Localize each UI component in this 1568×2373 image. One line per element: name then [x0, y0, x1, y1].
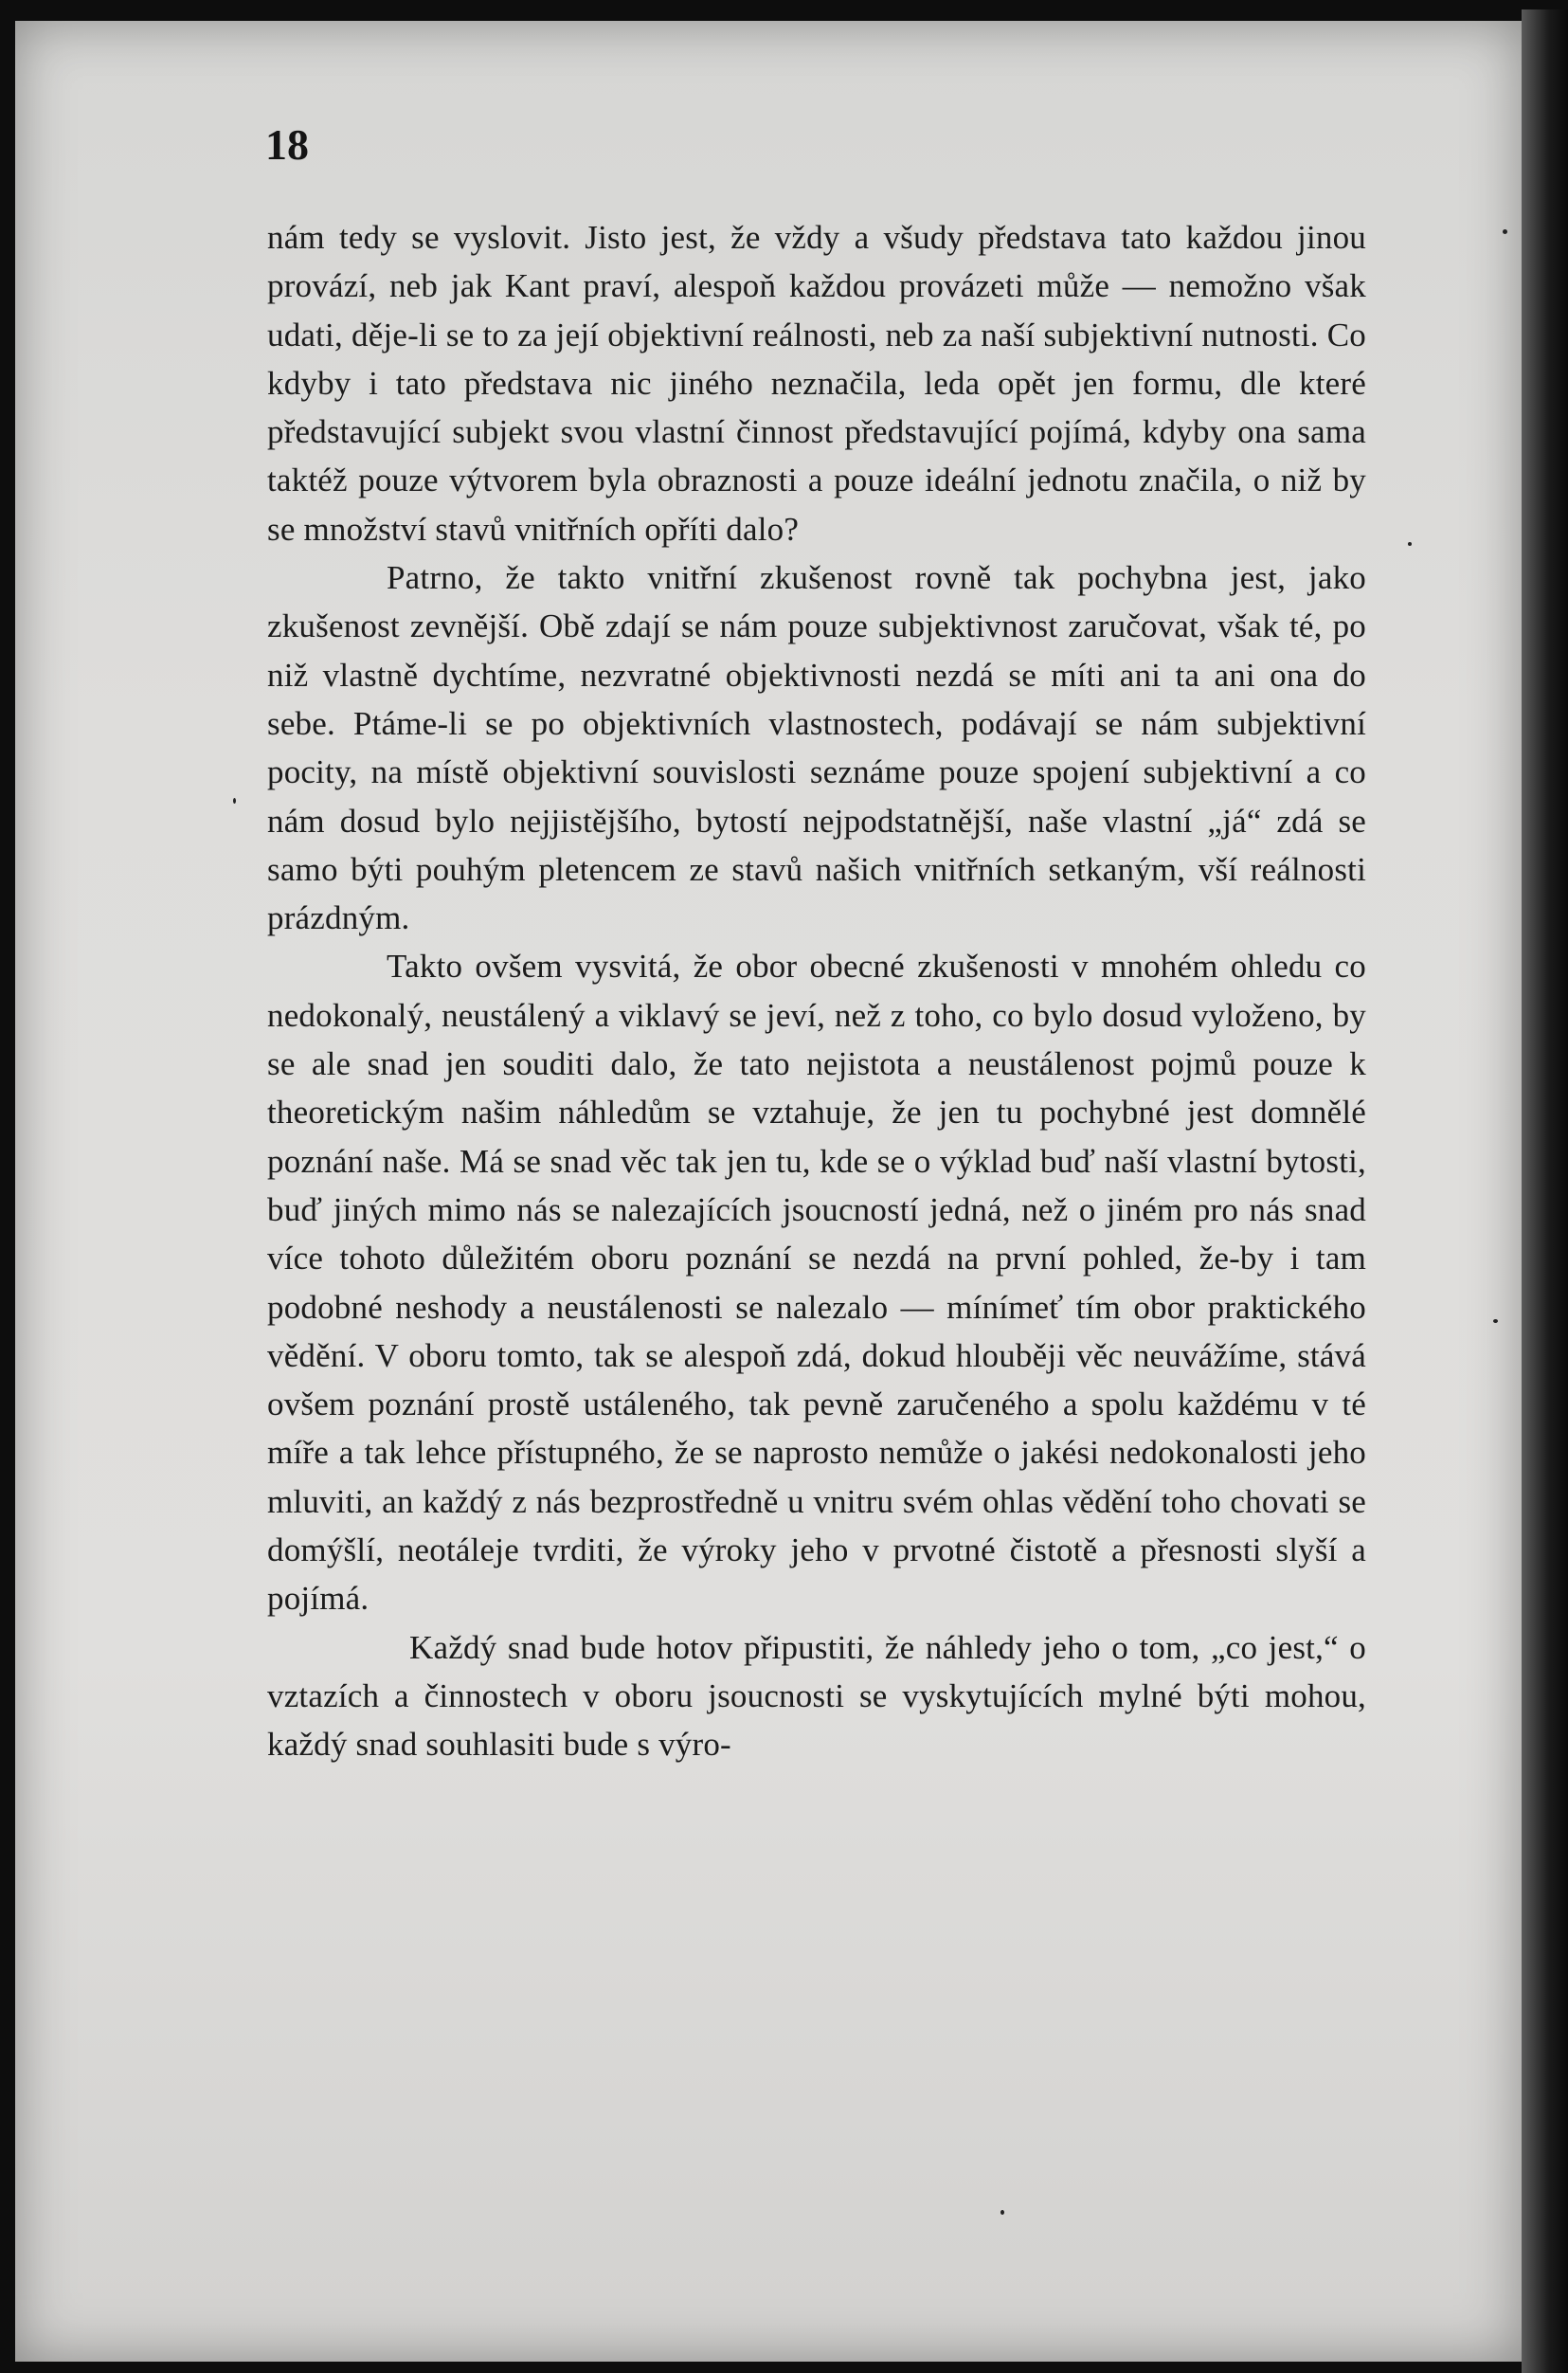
paragraph: nám tedy se vyslovit. Jisto jest, že vždy a všudy představa tato každou jinou provází, neb jak Kant praví, alespoň každou provázeti může — nemožno však udati, děje-li se to za její objektivní reálnosti, neb za naší subjektivní nutnosti. Co kdyby i tato představa nic jiného neznačila, leda opět jen formu, dle které představující subjekt svou vlastní činnost představující pojímá, kdyby ona sama taktéž pouze výtvorem byla obraznosti a pouze ideální jednotu značila, o niž by se množství stavů vnitřních opříti dalo? — [267, 219, 1366, 548]
speck — [1000, 2210, 1004, 2215]
speck — [1493, 1319, 1498, 1323]
paragraph: Každý snad bude hotov připustiti, že náhledy jeho o tom, „co jest,“ o vztazích a činnostech v oboru jsoucnosti se vyskytujících mylné býti mohou, každý snad souhlasiti bude s výro- — [267, 1628, 1366, 1764]
speck — [1503, 229, 1507, 234]
speck — [233, 798, 236, 804]
paragraph: Patrno, že takto vnitřní zkušenost rovně tak pochybna jest, jako zkušenost zevnější. Obě zdají se nám pouze subjektivnost zaručovat, však té, po niž vlastně dychtíme, nezvratné objektivnosti nezdá se míti ani ta ani ona do sebe. Ptáme-li se po objektivních vlastnostech, podávají se nám subjektivní pocity, na místě objektivní souvislosti seznáme pouze spojení subjektivní a co nám dosud bylo nejjistějšího, bytostí nejpodstatnější, naše vlastní „já“ zdá se samo býti pouhým pletencem ze stavů našich vnitřních setkaným, vší reálnosti prázdným. — [267, 559, 1366, 937]
paragraph: Takto ovšem vysvitá, že obor obecné zkušenosti v mnohém ohledu co nedokonalý, neustálený a viklavý se jeví, než z toho, co bylo dosud vyloženo, by se ale snad jen souditi dalo, že tato nejistota a neustálenost pojmů pouze k theoretickým našim náhledům se vztahuje, že jen tu pochybné jest domnělé poznání naše. Má se snad věc tak jen tu, kde se o výklad buď naší vlastní bytosti, buď jiných mimo nás se nalezajících jsoucností jedná, než o jiném pro nás snad více tohoto důležitém oboru poznání se nezdá na první pohled, že-by i tam podobné neshody a neustálenosti se nalezalo — mínímeť tím obor praktického vědění. V oboru tomto, tak se alespoň zdá, dokud hlouběji věc neuvážíme, stává ovšem poznání prostě ustáleného, tak pevně zaručeného a spolu každému v té míře a tak lehce přístupného, že se naprosto nemůže o jakési nedokonalosti jeho mluviti, an každý z nás bezprostředně u vnitru svém ohlas vědění toho chovati se domýšlí, neotáleje tvrditi, že výroky jeho v prvotné čistotě a přesnosti slyší a pojímá. — [267, 948, 1366, 1618]
body-text — [267, 213, 1366, 1769]
speck — [1408, 542, 1412, 546]
page-number: 18 — [265, 120, 309, 169]
page-edge-shadow — [1522, 9, 1568, 2373]
